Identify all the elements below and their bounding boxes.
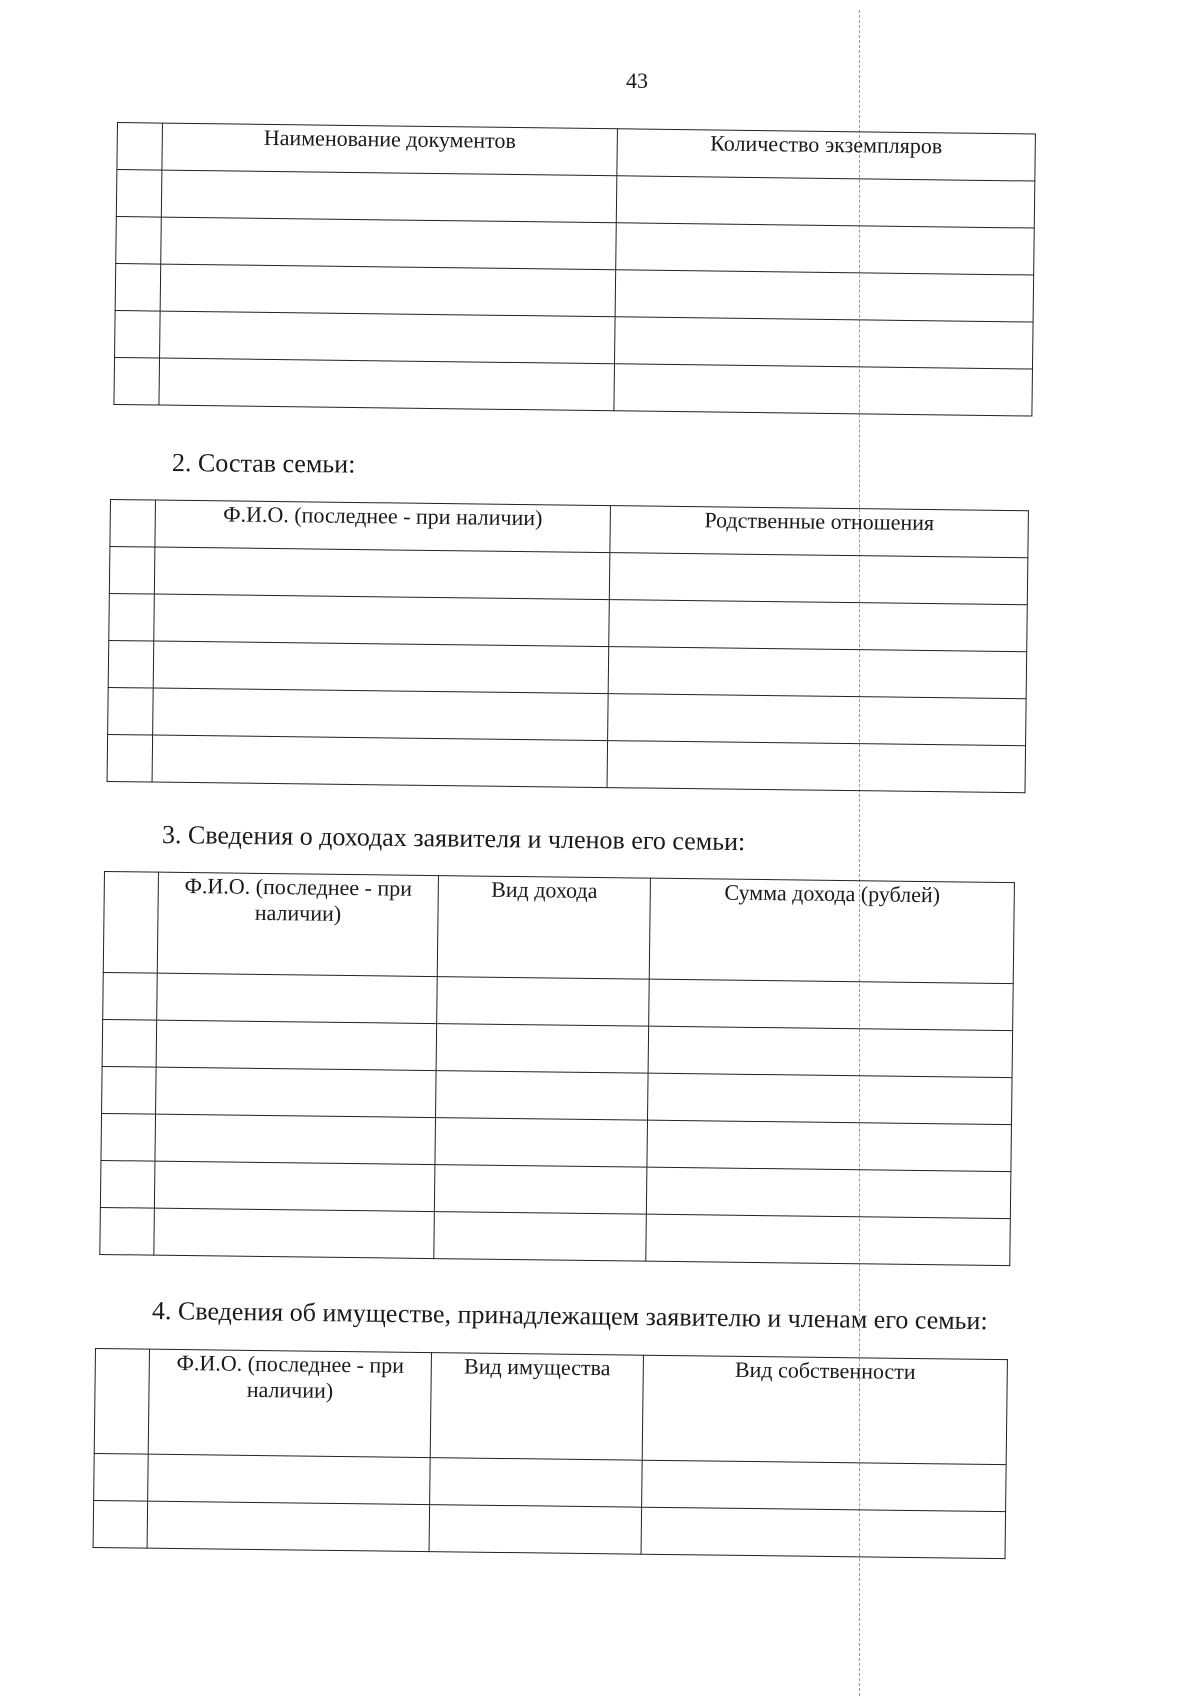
row-number-cell bbox=[100, 1207, 155, 1255]
page-number: 43 bbox=[626, 68, 648, 93]
blank-entry-cell[interactable] bbox=[614, 364, 1033, 416]
blank-entry-cell[interactable] bbox=[608, 694, 1027, 746]
row-number-cell bbox=[107, 734, 153, 782]
blank-entry-cell[interactable] bbox=[435, 1118, 648, 1168]
blank-entry-cell[interactable] bbox=[647, 1120, 1012, 1171]
row-number-cell bbox=[101, 1113, 156, 1161]
blank-entry-cell[interactable] bbox=[156, 1067, 437, 1117]
section-heading-property: 4. Сведения об имуществе, принадлежащем заявителю и членам его семьи: bbox=[151, 1296, 988, 1336]
documents-table-body bbox=[114, 170, 1035, 417]
row-number-cell bbox=[109, 547, 155, 595]
blank-entry-cell[interactable] bbox=[159, 358, 615, 411]
row-number-cell bbox=[103, 972, 158, 1020]
header-ownership-type: Вид собственности bbox=[642, 1355, 1007, 1464]
blank-entry-cell[interactable] bbox=[646, 1167, 1011, 1218]
blank-entry-cell[interactable] bbox=[609, 553, 1028, 605]
table-row bbox=[100, 1207, 1011, 1265]
row-number-cell bbox=[116, 216, 162, 264]
blank-entry-cell[interactable] bbox=[160, 264, 616, 317]
blank-entry-cell[interactable] bbox=[154, 547, 610, 600]
header-number-cell bbox=[103, 872, 158, 974]
header-full-name: Ф.И.О. (последнее - при наличии) bbox=[155, 500, 611, 553]
row-number-cell bbox=[94, 1453, 149, 1501]
blank-entry-cell[interactable] bbox=[154, 1208, 435, 1258]
blank-entry-cell[interactable] bbox=[154, 594, 610, 647]
header-income-amount: Сумма дохода (рублей) bbox=[649, 878, 1014, 983]
blank-entry-cell[interactable] bbox=[436, 1024, 649, 1074]
header-copies-count: Количество экземпляров bbox=[617, 129, 1036, 181]
blank-entry-cell[interactable] bbox=[616, 176, 1035, 228]
header-number-cell bbox=[117, 123, 163, 171]
blank-entry-cell[interactable] bbox=[152, 735, 608, 788]
table-header-row bbox=[103, 872, 1014, 984]
blank-entry-cell[interactable] bbox=[646, 1214, 1011, 1265]
property-table bbox=[93, 1348, 1008, 1559]
header-full-name: Ф.И.О. (последнее - при наличии) bbox=[148, 1349, 431, 1457]
header-number-cell bbox=[110, 500, 156, 548]
blank-entry-cell[interactable] bbox=[155, 1114, 436, 1164]
row-number-cell bbox=[109, 593, 155, 641]
blank-entry-cell[interactable] bbox=[148, 1454, 431, 1504]
property-table-body bbox=[93, 1453, 1006, 1558]
blank-entry-cell[interactable] bbox=[647, 1073, 1012, 1124]
blank-entry-cell[interactable] bbox=[430, 1458, 643, 1508]
row-number-cell bbox=[108, 640, 154, 688]
row-number-cell bbox=[116, 170, 162, 218]
blank-entry-cell[interactable] bbox=[609, 600, 1028, 652]
header-full-name: Ф.И.О. (последнее - при наличии) bbox=[157, 872, 438, 976]
blank-entry-cell[interactable] bbox=[608, 647, 1027, 699]
row-number-cell bbox=[114, 357, 160, 405]
blank-entry-cell[interactable] bbox=[615, 317, 1034, 369]
blank-entry-cell[interactable] bbox=[154, 1161, 435, 1211]
table-row bbox=[93, 1500, 1006, 1558]
header-income-type: Вид дохода bbox=[437, 876, 650, 980]
documents-table-wrap bbox=[113, 122, 1034, 417]
family-table bbox=[107, 499, 1029, 793]
blank-entry-cell[interactable] bbox=[436, 1071, 649, 1121]
header-number-cell bbox=[94, 1349, 149, 1455]
blank-entry-cell[interactable] bbox=[156, 1020, 437, 1070]
row-number-cell bbox=[115, 263, 161, 311]
row-number-cell bbox=[108, 687, 154, 735]
income-table-wrap bbox=[99, 871, 1014, 1266]
blank-entry-cell[interactable] bbox=[161, 170, 617, 223]
property-table-wrap bbox=[93, 1348, 1007, 1559]
documents-table bbox=[113, 122, 1035, 417]
blank-entry-cell[interactable] bbox=[434, 1165, 647, 1215]
blank-entry-cell[interactable] bbox=[434, 1212, 647, 1262]
header-property-type: Вид имущества bbox=[430, 1353, 643, 1461]
blank-entry-cell[interactable] bbox=[157, 973, 438, 1023]
blank-entry-cell[interactable] bbox=[616, 223, 1035, 275]
table-header-row bbox=[94, 1349, 1007, 1465]
blank-entry-cell[interactable] bbox=[153, 641, 609, 694]
row-number-cell bbox=[102, 1019, 157, 1067]
blank-entry-cell[interactable] bbox=[641, 1507, 1006, 1558]
blank-entry-cell[interactable] bbox=[429, 1505, 642, 1555]
header-document-name: Наименование документов bbox=[162, 123, 618, 176]
blank-entry-cell[interactable] bbox=[147, 1501, 430, 1551]
blank-entry-cell[interactable] bbox=[161, 217, 617, 270]
section-heading-family: 2. Состав семьи: bbox=[171, 448, 356, 479]
table-row bbox=[107, 734, 1026, 792]
row-number-cell bbox=[115, 310, 161, 358]
section-heading-income: 3. Сведения о доходах заявителя и членов его семьи: bbox=[161, 820, 746, 857]
blank-entry-cell[interactable] bbox=[437, 977, 650, 1027]
family-table-wrap bbox=[107, 499, 1028, 793]
blank-entry-cell[interactable] bbox=[607, 741, 1026, 793]
blank-entry-cell[interactable] bbox=[153, 688, 609, 741]
blank-entry-cell[interactable] bbox=[642, 1460, 1007, 1511]
family-table-body bbox=[107, 547, 1028, 793]
income-table bbox=[99, 871, 1015, 1266]
row-number-cell bbox=[100, 1160, 155, 1208]
income-table-body bbox=[100, 972, 1013, 1265]
row-number-cell bbox=[102, 1066, 157, 1114]
blank-entry-cell[interactable] bbox=[615, 270, 1034, 322]
row-number-cell bbox=[93, 1500, 148, 1548]
blank-entry-cell[interactable] bbox=[649, 979, 1014, 1030]
blank-entry-cell[interactable] bbox=[160, 311, 616, 364]
header-relationship: Родственные отношения bbox=[610, 506, 1029, 558]
blank-entry-cell[interactable] bbox=[648, 1026, 1013, 1077]
